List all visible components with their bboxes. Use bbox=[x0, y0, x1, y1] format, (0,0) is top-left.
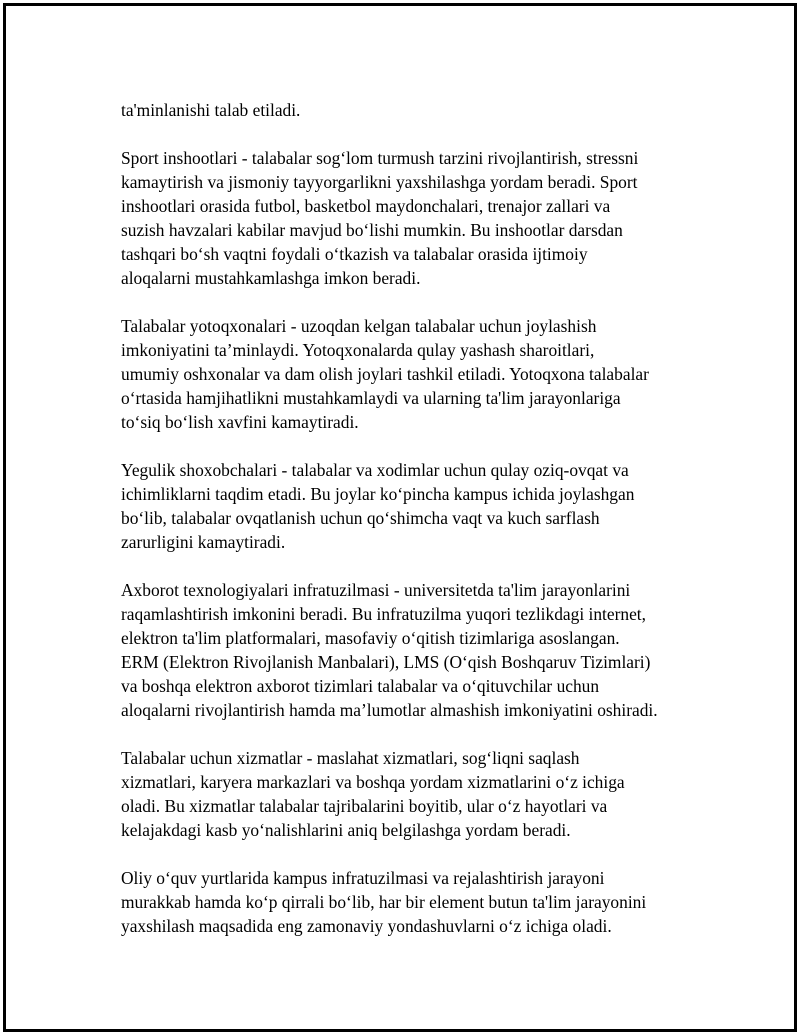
document-body bbox=[121, 98, 711, 962]
paragraph-1: ta'minlanishi talab etiladi. bbox=[121, 100, 301, 120]
paragraph-5: Axborot texnologiyalari infratuzilmasi - universitetda ta'lim jarayonlarini raqamlashtirish imkonini beradi. Bu infratuzilma yuqori tezlikdagi internet, elektron ta'lim platformalari, masofaviy o‘qitish tizimlariga asoslangan. ERM (Elektron Rivojlanish Manbalari), LMS (O‘qish Boshqaruv Tizimlari) va boshqa elektron axborot tizimlari talabalar va o‘qituvchilar uchun aloqalarni rivojlantirish hamda ma’lumotlar almashish imkoniyatini oshiradi. bbox=[121, 580, 658, 720]
paragraph-7: Oliy o‘quv yurtlarida kampus infratuzilmasi va rejalashtirish jarayoni murakkab hamda ko‘p qirrali bo‘lib, har bir element butun ta'lim jarayonini yaxshilash maqsadida eng zamonaviy yondashuvlarni o‘z ichiga oladi. bbox=[121, 868, 647, 936]
paragraph-3: Talabalar yotoqxonalari - uzoqdan kelgan talabalar uchun joylashish imkoniyatini ta’minlaydi. Yotoqxonalarda qulay yashash sharoitlari, umumiy oshxonalar va dam olish joylari tashkil etiladi. Yotoqxona talabalar o‘rtasida hamjihatlikni mustahkamlaydi va ularning ta'lim jarayonlariga to‘siq bo‘lish xavfini kamaytiradi. bbox=[121, 316, 649, 432]
paragraph-6: Talabalar uchun xizmatlar - maslahat xizmatlari, sog‘liqni saqlash xizmatlari, karyera markazlari va boshqa yordam xizmatlarini o‘z ichiga oladi. Bu xizmatlar talabalar tajribalarini boyitib, ular o‘z hayotlari va kelajakdagi kasb yo‘nalishlarini aniq belgilashga yordam beradi. bbox=[121, 748, 625, 840]
paragraph-2: Sport inshootlari - talabalar sog‘lom turmush tarzini rivojlantirish, stressni kamaytirish va jismoniy tayyorgarlikni yaxshilashga yordam beradi. Sport inshootlari orasida futbol, basketbol maydonchalari, trenajor zallari va suzish havzalari kabilar mavjud bo‘lishi mumkin. Bu inshootlar darsdan tashqari bo‘sh vaqtni foydali o‘tkazish va talabalar orasida ijtimoiy aloqalarni mustahkamlashga imkon beradi. bbox=[121, 148, 639, 288]
paragraph-4: Yegulik shoxobchalari - talabalar va xodimlar uchun qulay oziq-ovqat va ichimliklarni taqdim etadi. Bu joylar ko‘pincha kampus ichida joylashgan bo‘lib, talabalar ovqatlanish uchun qo‘shimcha vaqt va kuch sarflash zarurligini kamaytiradi. bbox=[121, 460, 635, 552]
page-frame bbox=[3, 3, 797, 1032]
